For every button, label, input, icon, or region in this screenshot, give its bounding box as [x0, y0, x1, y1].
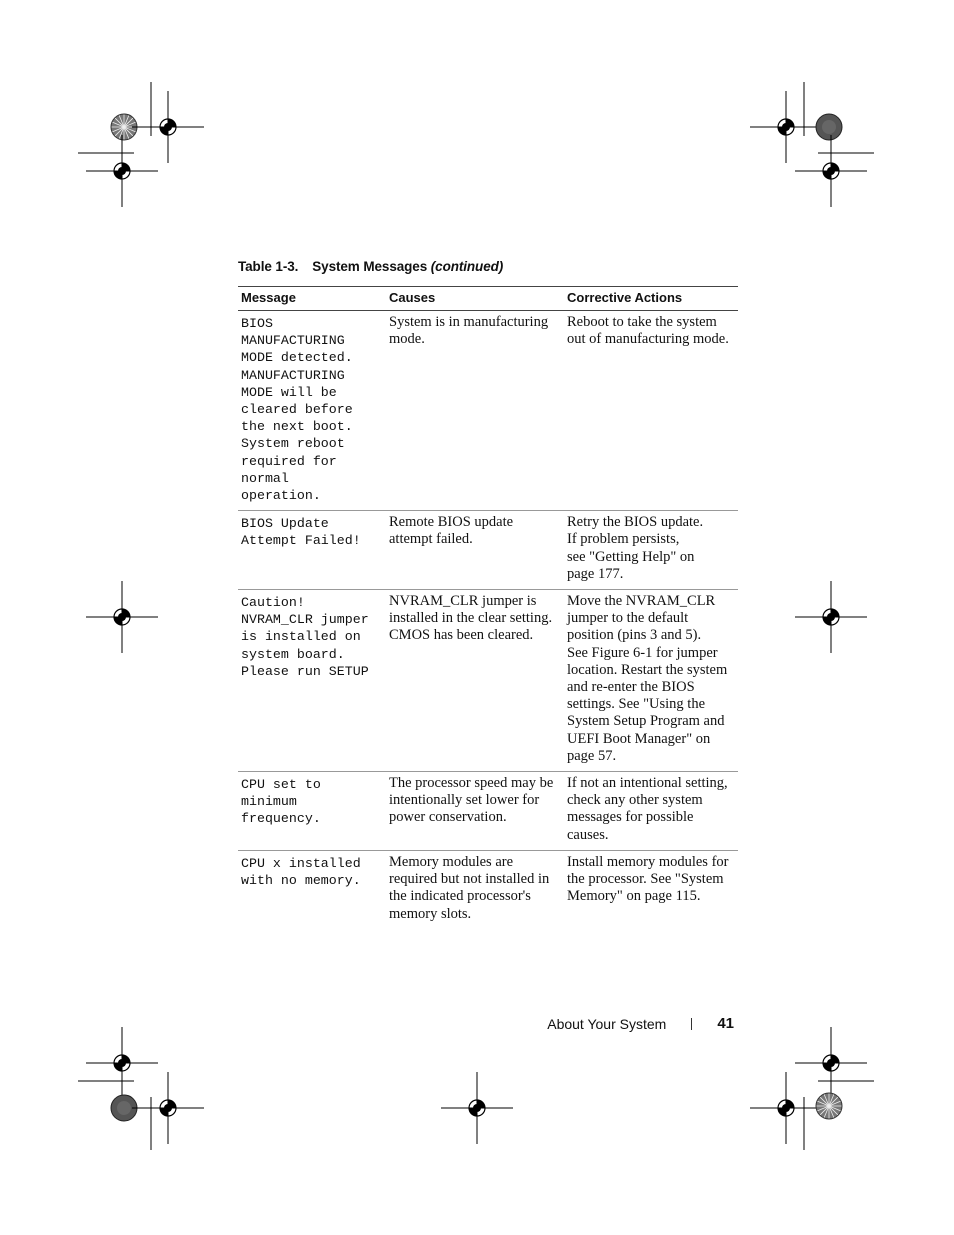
table-row — [238, 311, 738, 511]
actions-cell: Retry the BIOS update. If problem persists, see "Getting Help" on page 177. — [564, 511, 738, 590]
column-header-message: Message — [238, 287, 386, 311]
actions-cell: If not an intentional setting, check any other system messages for possible causes. — [564, 772, 738, 851]
table-row — [238, 850, 738, 928]
footer-section-title: About Your System — [547, 1015, 667, 1032]
causes-cell: Remote BIOS update attempt failed. — [386, 511, 564, 590]
column-header-causes: Causes — [386, 287, 564, 311]
table-caption-suffix: (continued) — [430, 259, 504, 274]
table-row — [238, 590, 738, 772]
registration-mark-icon — [441, 1072, 513, 1144]
table-caption-label: Table 1-3. — [238, 259, 299, 274]
table-caption-title: System Messages — [312, 259, 428, 274]
registration-mark-icon — [750, 91, 822, 163]
system-messages-table — [238, 286, 738, 929]
registration-mark-icon — [795, 1027, 867, 1099]
message-cell: BIOS Update Attempt Failed! — [238, 511, 386, 590]
causes-cell: NVRAM_CLR jumper is installed in the clear setting. CMOS has been cleared. — [386, 590, 564, 772]
registration-mark-icon — [795, 135, 867, 207]
table-row — [238, 511, 738, 590]
starburst-target-icon — [816, 114, 842, 140]
message-cell: Caution! NVRAM_CLR jumper is installed on system board. Please run SETUP — [238, 590, 386, 772]
actions-cell: Install memory modules for the processor. See "System Memory" on page 115. — [567, 853, 729, 905]
table-caption — [238, 259, 503, 274]
causes-cell: Memory modules are required but not installed in the indicated processor's memory slots. — [389, 853, 550, 922]
registration-mark-icon — [795, 581, 867, 653]
causes-cell: System is in manufacturing mode. — [386, 311, 564, 511]
table-row — [238, 772, 738, 851]
registration-mark-icon — [86, 581, 158, 653]
message-cell: BIOS MANUFACTURING MODE detected. MANUFACTURING MODE will be cleared before the next boot. System reboot required for normal operation. — [238, 311, 386, 511]
causes-cell: The processor speed may be intentionally set lower for power conservation. — [386, 772, 564, 851]
page-footer — [547, 1015, 734, 1032]
registration-mark-icon — [132, 91, 204, 163]
registration-mark-icon — [86, 135, 158, 207]
registration-mark-icon — [132, 1072, 204, 1144]
footer-divider — [691, 1018, 692, 1030]
page-number: 41 — [717, 1015, 734, 1032]
registration-mark-icon — [750, 1072, 822, 1144]
actions-cell: Move the NVRAM_CLR jumper to the default position (pins 3 and 5). See Figure 6-1 for jumper location. Restart the system and re-enter the BIOS settings. See "Using the System Setup Program and UEFI Boot Manager" on page 57. — [564, 590, 738, 772]
registration-mark-icon — [86, 1027, 158, 1099]
actions-cell: Reboot to take the system out of manufacturing mode. — [564, 311, 738, 511]
starburst-target-icon — [816, 1093, 842, 1119]
table-header-row — [238, 287, 738, 311]
column-header-corrective-actions: Corrective Actions — [564, 287, 738, 311]
message-cell: CPU x installed with no memory. — [241, 855, 361, 889]
message-cell: CPU set to minimum frequency. — [238, 772, 386, 851]
